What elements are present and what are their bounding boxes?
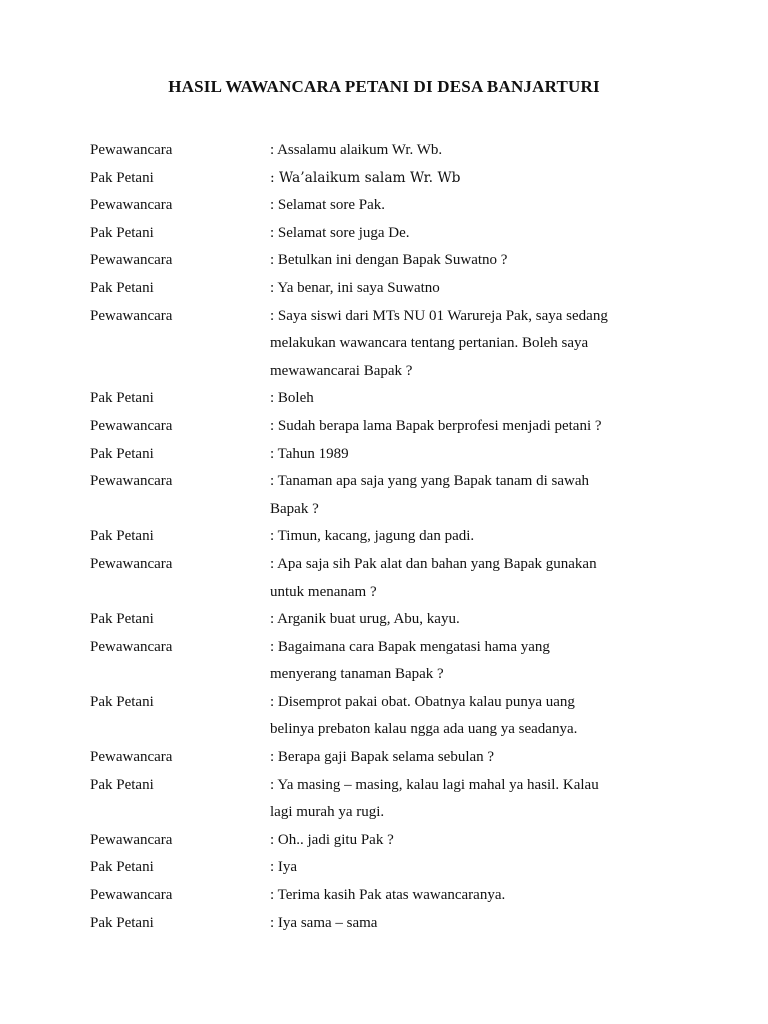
dialog-row: [0, 744, 768, 772]
speaker-label: Pewawancara: [90, 197, 173, 214]
utterance-text: : Tanaman apa saja yang yang Bapak tanam di sawah Bapak ?: [270, 473, 589, 517]
speaker-label: Pewawancara: [90, 473, 173, 490]
dialog-row: [0, 882, 768, 910]
utterance-text: : Boleh: [270, 390, 314, 407]
dialog-row: [0, 606, 768, 634]
speaker-label: Pewawancara: [90, 307, 173, 324]
utterance-text: : Disemprot pakai obat. Obatnya kalau punya uang belinya prebaton kalau ngga ada uang ya seadanya.: [270, 693, 578, 738]
utterance-text: : Arganik buat urug, Abu, kayu.: [270, 611, 460, 628]
utterance-text: : Ya masing – masing, kalau lagi mahal ya hasil. Kalau lagi murah ya rugi.: [270, 776, 599, 821]
speaker-label: Pewawancara: [90, 749, 173, 766]
utterance-text: : Apa saja sih Pak alat dan bahan yang Bapak gunakan untuk menanam ?: [270, 555, 597, 600]
speaker-label: Pak Petani: [90, 445, 154, 462]
dialog-row: [0, 468, 768, 523]
speaker-label: Pewawancara: [90, 252, 173, 269]
speaker-label: Pak Petani: [90, 279, 154, 296]
dialog-row: [0, 137, 768, 165]
utterance-text: : Assalamu alaikum Wr. Wb.: [270, 142, 443, 158]
speaker-label: Pewawancara: [90, 831, 173, 848]
speaker-label: Pak Petani: [90, 611, 154, 628]
document-title: HASIL WAWANCARA PETANI DI DESA BANJARTURI: [168, 77, 600, 96]
speaker-label: Pak Petani: [90, 224, 154, 241]
dialog-row: [0, 220, 768, 248]
dialog-row: [0, 854, 768, 882]
utterance-text: : Ya benar, ini saya Suwatno: [270, 279, 440, 296]
utterance-text: : Selamat sore Pak.: [270, 197, 385, 214]
utterance-text: : Oh.. jadi gitu Pak ?: [270, 831, 394, 848]
speaker-label: Pak Petani: [90, 169, 154, 186]
dialog-row: [0, 165, 768, 193]
dialog-row: [0, 689, 768, 744]
utterance-text: : Selamat sore juga De.: [270, 224, 410, 241]
dialog-row: [0, 827, 768, 855]
utterance-text: : Timun, kacang, jagung dan padi.: [270, 528, 475, 545]
interview-dialog: [0, 137, 768, 937]
dialog-row: [0, 275, 768, 303]
utterance-text: : Saya siswi dari MTs NU 01 Warureja Pak, saya sedang melakukan wawancara tentang pertanian. Boleh saya mewawancarai Bapak ?: [270, 307, 608, 379]
dialog-row: [0, 772, 768, 827]
dialog-row: [0, 303, 768, 386]
utterance-text: : Sudah berapa lama Bapak berprofesi menjadi petani ?: [270, 417, 602, 434]
speaker-label: Pak Petani: [90, 528, 154, 545]
utterance-text: : Betulkan ini dengan Bapak Suwatno ?: [270, 252, 508, 269]
utterance-text: : Berapa gaji Bapak selama sebulan ?: [270, 749, 495, 766]
utterance-text: : Wa’alaikum salam Wr. Wb: [270, 169, 461, 186]
dialog-row: [0, 441, 768, 469]
dialog-row: [0, 247, 768, 275]
utterance-text: : Iya sama – sama: [270, 914, 378, 931]
dialog-row: [0, 523, 768, 551]
speaker-label: Pak Petani: [90, 776, 154, 793]
speaker-label: Pak Petani: [90, 914, 154, 931]
utterance-text: : Terima kasih Pak atas wawancaranya.: [270, 887, 506, 904]
utterance-text: : Iya: [270, 859, 298, 876]
speaker-label: Pewawancara: [90, 142, 173, 158]
dialog-row: [0, 413, 768, 441]
utterance-text: : Tahun 1989: [270, 445, 349, 462]
utterance-text: : Bagaimana cara Bapak mengatasi hama yang menyerang tanaman Bapak ?: [270, 638, 550, 683]
dialog-row: [0, 551, 768, 606]
speaker-label: Pak Petani: [90, 390, 154, 407]
dialog-row: [0, 192, 768, 220]
speaker-label: Pewawancara: [90, 887, 173, 904]
speaker-label: Pak Petani: [90, 693, 154, 710]
speaker-label: Pewawancara: [90, 638, 173, 655]
dialog-row: [0, 634, 768, 689]
speaker-label: Pewawancara: [90, 555, 173, 572]
dialog-row: [0, 385, 768, 413]
speaker-label: Pewawancara: [90, 417, 173, 434]
speaker-label: Pak Petani: [90, 859, 154, 876]
dialog-row: [0, 910, 768, 938]
